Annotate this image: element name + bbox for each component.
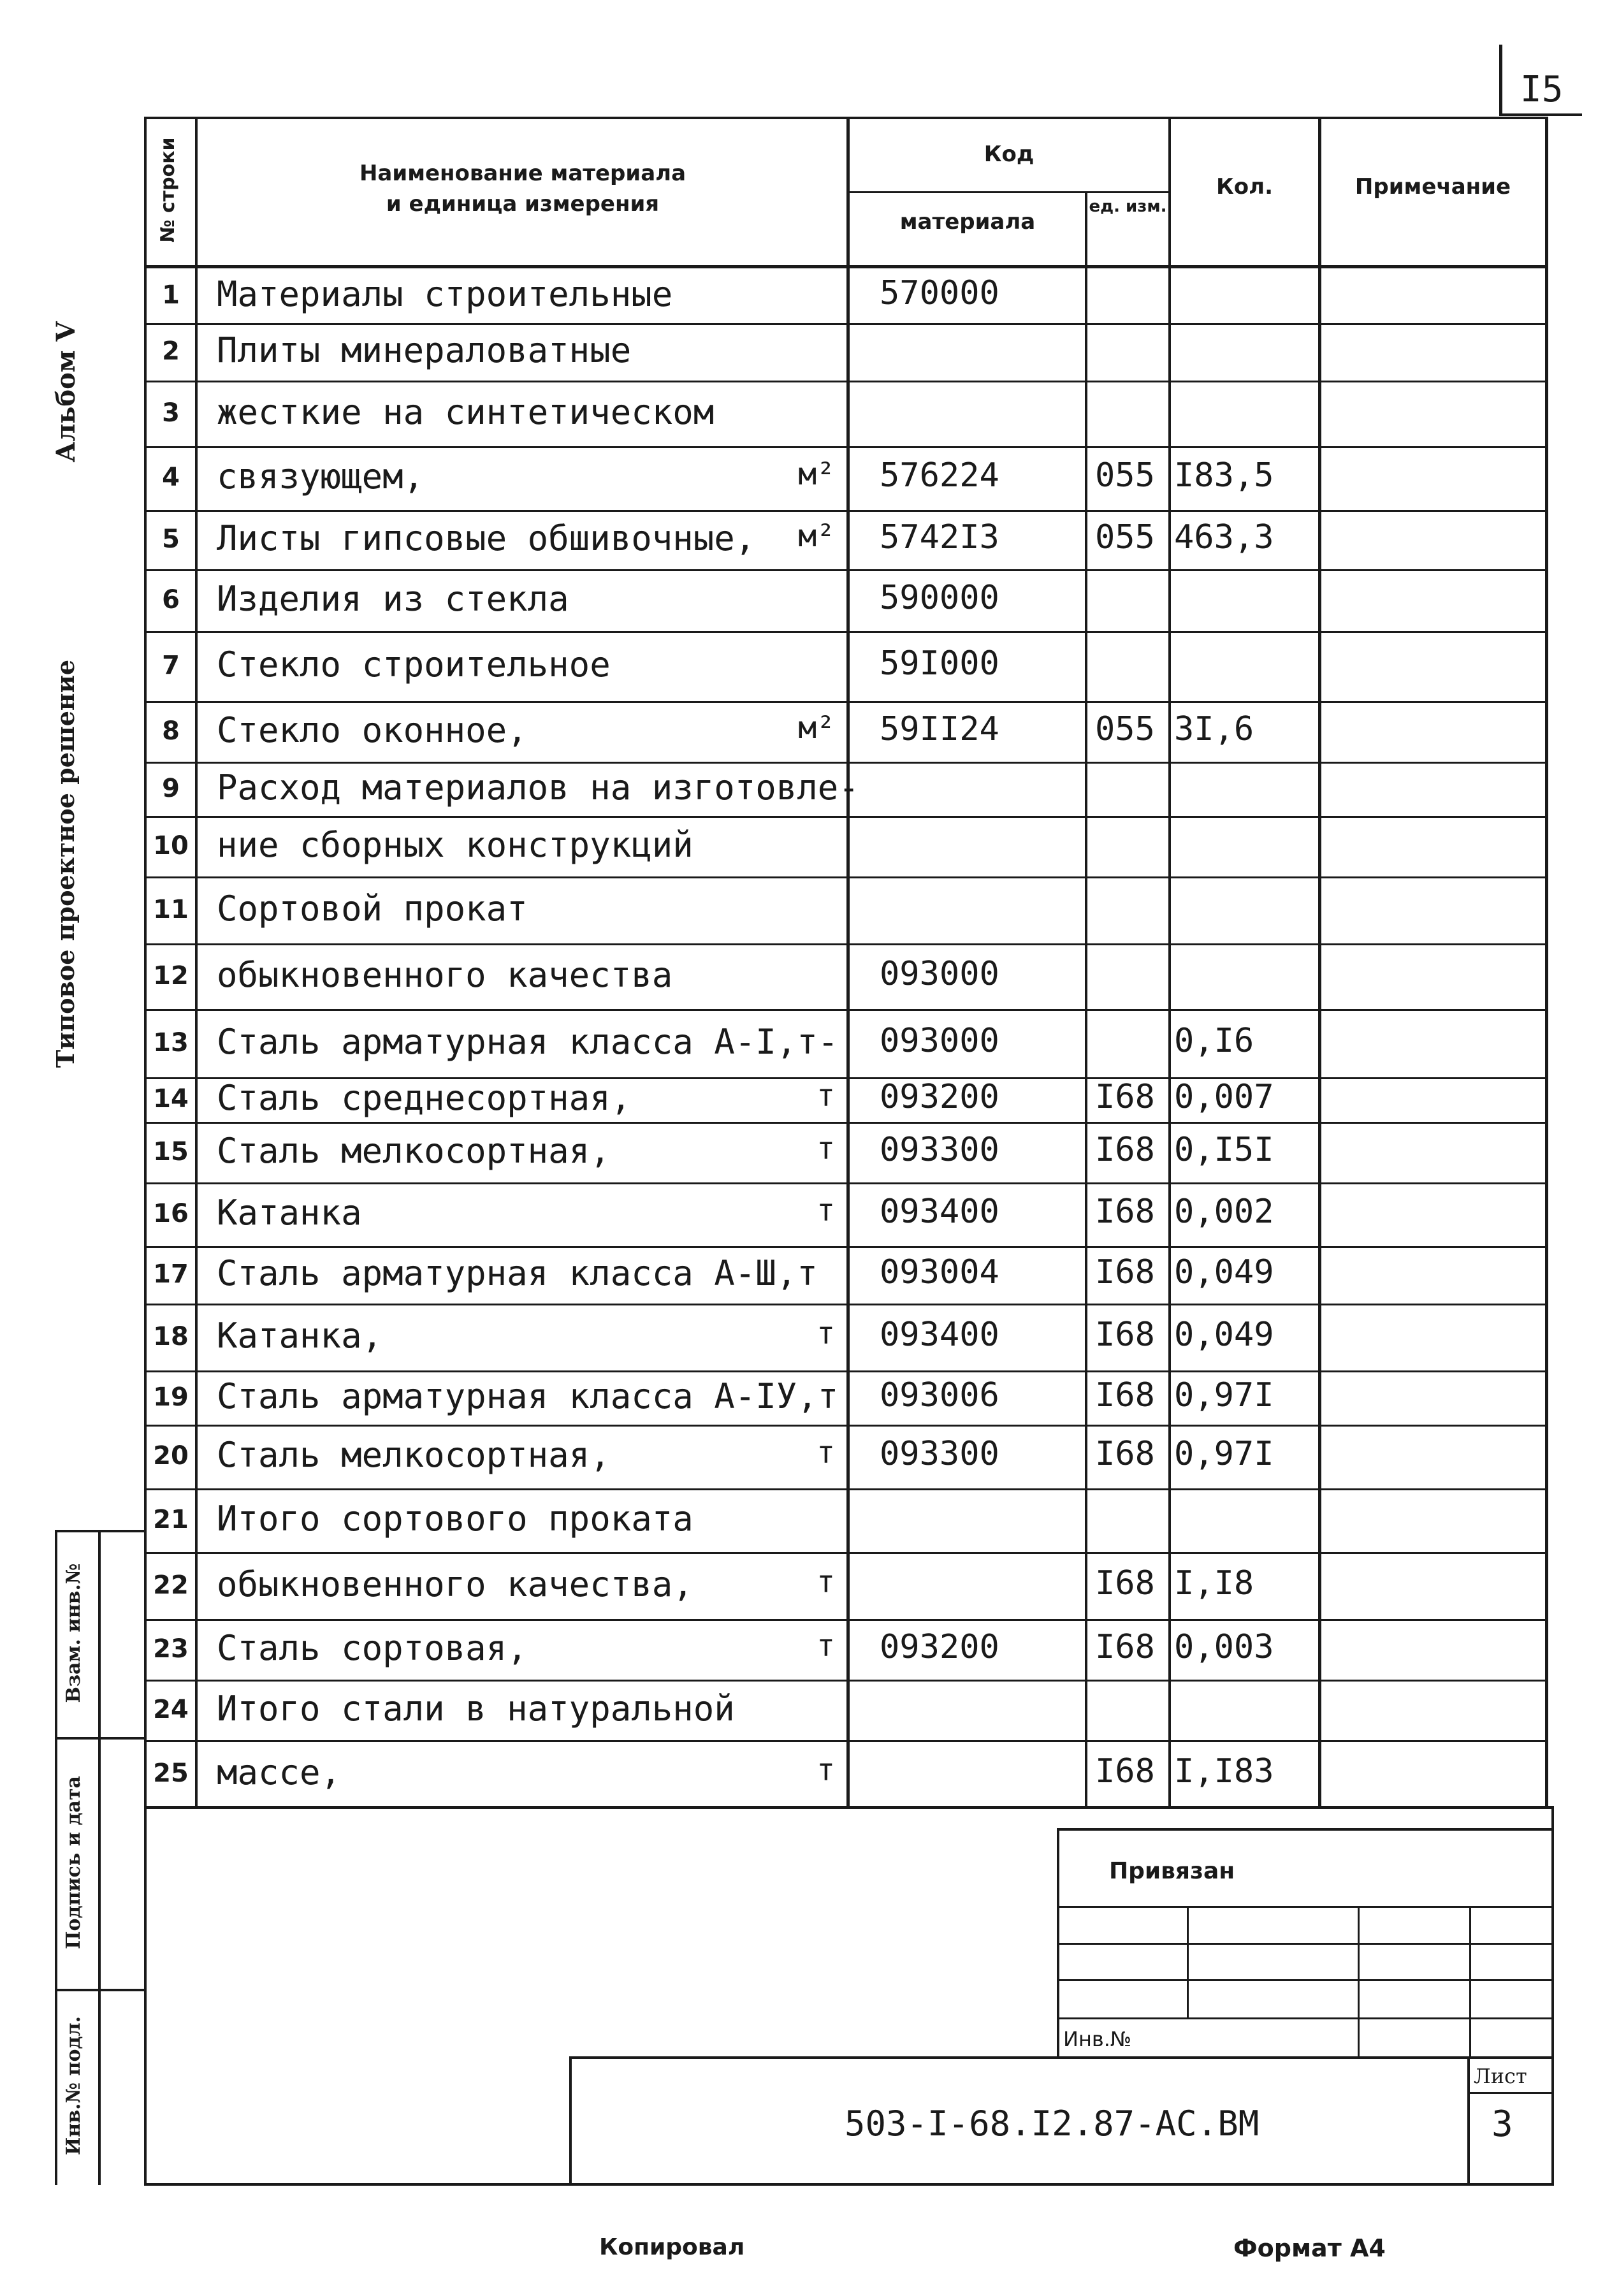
row-separator <box>145 381 1546 382</box>
row-separator <box>145 1552 1546 1554</box>
doc-block-left <box>569 2056 572 2185</box>
unit-of-measure: м² <box>798 456 835 492</box>
material-code: 093200 <box>880 1078 999 1116</box>
name-header: Наименование материала и единица измерения <box>359 161 686 217</box>
unit-code: I68 <box>1095 1564 1155 1602</box>
material-name: Катанка <box>217 1193 362 1233</box>
material-name: связующем, <box>217 456 425 497</box>
quantity: 0,I6 <box>1174 1022 1254 1060</box>
row-separator <box>145 569 1546 571</box>
unit-of-measure: т <box>817 1564 835 1600</box>
quantity: I83,5 <box>1174 456 1274 495</box>
material-code: 093200 <box>880 1628 999 1666</box>
material-name: Листы гипсовые обшивочные, <box>217 518 756 558</box>
inv-podl-label: Инв.№ подл. <box>62 2016 85 2156</box>
material-name: Катанка, <box>217 1316 383 1356</box>
stamp-grid-3 <box>1058 1979 1551 1981</box>
row-separator <box>145 1680 1546 1682</box>
row-number: 3 <box>162 398 180 428</box>
material-name: Сталь среднесортная, <box>217 1078 632 1118</box>
row-number: 12 <box>153 961 189 991</box>
material-name: Расход материалов на изготовле- <box>217 767 859 808</box>
podpis-data-label: Подпись и дата <box>62 1776 85 1949</box>
row-number: 14 <box>153 1084 189 1114</box>
row-number: 22 <box>153 1571 189 1600</box>
row-separator <box>145 446 1546 448</box>
quantity: 0,049 <box>1174 1253 1274 1291</box>
material-code: 59I000 <box>880 644 999 683</box>
material-name: Сталь мелкосортная, <box>217 1131 611 1171</box>
unit-code: 055 <box>1095 710 1155 748</box>
row-separator <box>145 1425 1546 1427</box>
unit-code: I68 <box>1095 1316 1155 1354</box>
row-separator <box>145 1304 1546 1305</box>
stamp-grid-2 <box>1058 1943 1551 1945</box>
row-number: 4 <box>162 463 180 492</box>
material-code: 5742I3 <box>880 518 999 556</box>
quantity: 0,97I <box>1174 1435 1274 1473</box>
material-code: 590000 <box>880 579 999 617</box>
unit-code: I68 <box>1095 1376 1155 1414</box>
unit-code: I68 <box>1095 1752 1155 1791</box>
material-name: Сталь арматурная класса А-Ш,т <box>217 1253 818 1293</box>
material-name: Сталь мелкосортная, <box>217 1435 611 1475</box>
side-stamp-top <box>55 1530 145 1532</box>
quantity: 0,002 <box>1174 1193 1274 1231</box>
unit-of-measure: т <box>817 1752 835 1788</box>
quantity: 3I,6 <box>1174 710 1254 748</box>
material-code: 576224 <box>880 456 999 495</box>
col-code-border <box>1085 191 1087 1807</box>
row-separator <box>145 1488 1546 1490</box>
stamp-grid-v3 <box>1469 1906 1471 2058</box>
row-number: 2 <box>162 337 180 366</box>
unit-code: 055 <box>1095 518 1155 556</box>
unit-code: I68 <box>1095 1193 1155 1231</box>
frame-bottom-border <box>144 2183 1554 2186</box>
unit-code: 055 <box>1095 456 1155 495</box>
material-name: Материалы строительные <box>217 274 673 314</box>
material-name: массе, <box>217 1752 342 1792</box>
unit-code: I68 <box>1095 1078 1155 1116</box>
privyazan-label: Привязан <box>1109 1858 1235 1884</box>
row-number: 19 <box>153 1383 189 1412</box>
row-number: 24 <box>153 1695 189 1724</box>
quantity: I,I8 <box>1174 1564 1254 1602</box>
material-name: Стекло оконное, <box>217 710 528 750</box>
row-number: 16 <box>153 1199 189 1228</box>
material-code: 093006 <box>880 1376 999 1414</box>
material-code-header: материала <box>899 209 1036 235</box>
document-code: 503-I-68.I2.87-АС.ВМ <box>845 2103 1260 2144</box>
row-number: 11 <box>153 895 189 924</box>
material-name: ние сборных конструкций <box>217 825 693 865</box>
material-code: 093004 <box>880 1253 999 1291</box>
project-label: Типовое проектное решение <box>51 659 80 1068</box>
row-separator <box>145 1182 1546 1184</box>
note-header: Примечание <box>1354 174 1511 200</box>
material-name: обыкновенного качества <box>217 955 673 995</box>
material-code: 59II24 <box>880 710 999 748</box>
sheet-label: Лист <box>1474 2064 1527 2088</box>
table-bottom-border <box>145 1806 1554 1809</box>
material-name: Итого сортового проката <box>217 1499 693 1539</box>
row-separator <box>145 876 1546 878</box>
quantity: 0,007 <box>1174 1078 1274 1116</box>
material-name: Сталь арматурная класса А-IУ,т <box>217 1376 839 1416</box>
stamp-grid-1 <box>1058 1906 1551 1908</box>
quantity: 0,I5I <box>1174 1131 1274 1169</box>
sheet-number: 3 <box>1492 2103 1513 2145</box>
quantity: 0,003 <box>1174 1628 1274 1666</box>
material-name: обыкновенного качества, <box>217 1564 693 1604</box>
row-number: 9 <box>162 774 180 803</box>
material-code: 093300 <box>880 1435 999 1473</box>
row-number: 20 <box>153 1441 189 1471</box>
unit-of-measure: т <box>817 1435 835 1471</box>
unit-code: I68 <box>1095 1435 1155 1473</box>
material-code: 093000 <box>880 955 999 993</box>
row-number: 18 <box>153 1322 189 1351</box>
row-number: 25 <box>153 1759 189 1788</box>
material-code: 093000 <box>880 1022 999 1060</box>
row-number-header: № строки <box>157 137 179 243</box>
side-stamp-left-border <box>55 1530 57 2185</box>
material-code: 093400 <box>880 1316 999 1354</box>
material-name: Сталь сортовая, <box>217 1628 528 1668</box>
unit-of-measure: т <box>817 1628 835 1664</box>
material-name: Сортовой прокат <box>217 889 528 929</box>
unit-of-measure: т <box>817 1078 835 1114</box>
format-label: Формат А4 <box>1233 2234 1386 2262</box>
row-separator <box>145 323 1546 325</box>
row-number: 21 <box>153 1505 189 1534</box>
unit-of-measure: т <box>817 1193 835 1228</box>
row-number: 7 <box>162 651 180 680</box>
side-stamp-sep-2 <box>55 1989 145 1991</box>
material-code: 570000 <box>880 274 999 312</box>
unit-code: I68 <box>1095 1253 1155 1291</box>
copied-label: Копировал <box>599 2234 745 2260</box>
row-separator <box>145 1009 1546 1011</box>
row-number: 10 <box>153 831 189 861</box>
frame-right-border <box>1551 1807 1554 2185</box>
unit-code-header: ед. изм. <box>1089 197 1167 216</box>
page-number-underline <box>1499 113 1582 116</box>
material-name: Стекло строительное <box>217 644 611 685</box>
unit-of-measure: м² <box>798 710 835 746</box>
row-separator <box>145 943 1546 945</box>
album-label: Альбом V <box>51 321 81 463</box>
row-separator <box>145 1246 1546 1248</box>
row-separator <box>145 816 1546 818</box>
stamp-grid-4 <box>1058 2017 1551 2019</box>
table-left-border <box>144 117 147 2185</box>
stamp-grid-v2 <box>1358 1906 1360 2058</box>
row-separator <box>145 701 1546 703</box>
row-separator <box>145 1370 1546 1372</box>
row-number: 23 <box>153 1634 189 1664</box>
material-name: Плиты минераловатные <box>217 330 632 370</box>
unit-of-measure: т <box>817 1316 835 1351</box>
side-stamp-mid-border <box>98 1530 101 2185</box>
row-number: 15 <box>153 1137 189 1166</box>
row-number: 17 <box>153 1260 189 1289</box>
sheet-label-line <box>1467 2092 1551 2094</box>
unit-code: I68 <box>1095 1628 1155 1666</box>
page-number: I5 <box>1520 69 1564 110</box>
row-separator <box>145 762 1546 764</box>
doc-block-top <box>570 2056 1551 2059</box>
stamp-top <box>1058 1828 1551 1831</box>
vzam-inv-label: Взам. инв.№ <box>62 1563 85 1703</box>
side-stamp-sep-1 <box>55 1737 145 1740</box>
stamp-grid-v1 <box>1187 1906 1189 2019</box>
inv-no-label: Инв.№ <box>1063 2027 1132 2051</box>
quantity-header: Кол. <box>1216 174 1273 200</box>
row-separator <box>145 631 1546 633</box>
row-number: 8 <box>162 716 180 746</box>
unit-code: I68 <box>1095 1131 1155 1169</box>
row-number: 5 <box>162 525 180 554</box>
quantity: 0,97I <box>1174 1376 1274 1414</box>
material-name: жесткие на синтетическом <box>217 392 715 432</box>
unit-of-measure: т <box>817 1131 835 1166</box>
sheet-box-left <box>1467 2056 1470 2185</box>
row-separator <box>145 1122 1546 1124</box>
row-number: 6 <box>162 585 180 614</box>
code-header: Код <box>984 142 1035 167</box>
unit-of-measure: м² <box>798 518 835 554</box>
material-code: 093300 <box>880 1131 999 1169</box>
quantity: I,I83 <box>1174 1752 1274 1791</box>
code-split-line <box>848 191 1170 193</box>
quantity: 463,3 <box>1174 518 1274 556</box>
row-separator <box>145 1740 1546 1742</box>
row-separator <box>145 510 1546 512</box>
material-name: Изделия из стекла <box>217 579 569 619</box>
row-number: 1 <box>162 280 180 310</box>
row-separator <box>145 1619 1546 1621</box>
page-number-border <box>1499 45 1502 115</box>
material-name: Итого стали в натуральной <box>217 1689 735 1729</box>
quantity: 0,049 <box>1174 1316 1274 1354</box>
material-name: Сталь арматурная класса А-I,т- <box>217 1022 839 1062</box>
row-number: 13 <box>153 1028 189 1057</box>
material-code: 093400 <box>880 1193 999 1231</box>
